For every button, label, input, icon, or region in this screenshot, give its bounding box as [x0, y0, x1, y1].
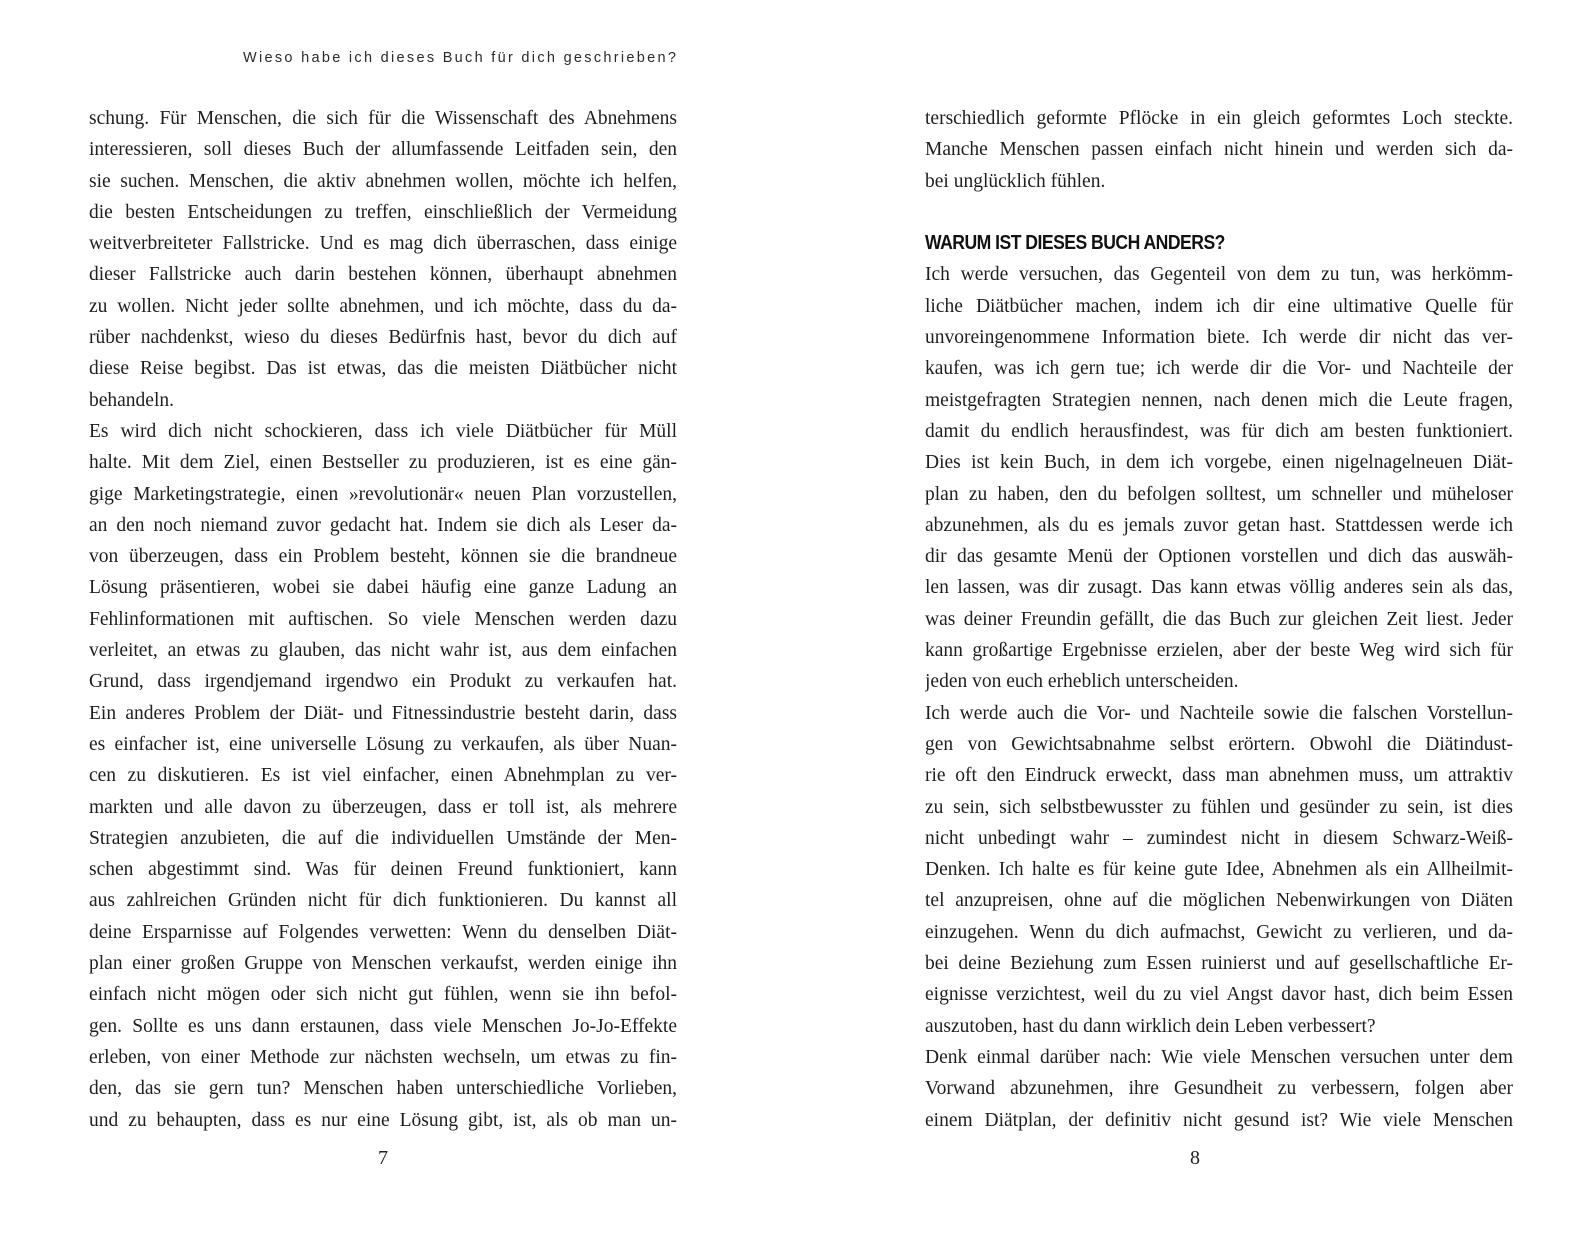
body-line: Denk einmal darüber nach: Wie viele Menschen versuchen unter dem	[925, 1046, 1513, 1068]
running-head: Wieso habe ich dieses Buch für dich geschrieben?	[243, 50, 679, 66]
body-line: plan einer großen Gruppe von Menschen verkaufst, werden einige ihn	[89, 953, 677, 975]
body-line: damit du endlich herausfindest, was für dich am besten funktioniert.	[925, 420, 1513, 442]
body-line: Ein anderes Problem der Diät- und Fitnessindustrie besteht darin, dass	[89, 702, 677, 724]
body-line: len lassen, was dir zusagt. Das kann etwas völlig anderes sein als das,	[925, 577, 1513, 599]
body-line: schung. Für Menschen, die sich für die Wissenschaft des Abnehmens	[89, 108, 677, 129]
body-line: einem Diätplan, der definitiv nicht gesund ist? Wie viele Menschen	[925, 1109, 1513, 1131]
body-line: interessieren, soll dieses Buch der allumfassende Leitfaden sein, den	[89, 139, 677, 161]
body-line: halte. Mit dem Ziel, einen Bestseller zu produzieren, ist es eine gän-	[89, 452, 677, 474]
body-line: liche Diätbücher machen, indem ich dir eine ultimative Quelle für	[925, 295, 1513, 317]
body-line: kaufen, was ich gern tue; ich werde dir die Vor- und Nachteile der	[925, 358, 1513, 380]
body-line: bei unglücklich fühlen.	[925, 170, 1106, 192]
body-line: die besten Entscheidungen zu treffen, einschließlich der Vermeidung	[89, 201, 677, 223]
body-line: dieser Fallstricke auch darin bestehen können, überhaupt abnehmen	[89, 264, 677, 286]
body-line: terschiedlich geformte Pflöcke in ein gleich geformtes Loch steckte.	[925, 108, 1513, 129]
body-line: erleben, von einer Methode zur nächsten wechseln, um etwas zu fin-	[89, 1046, 677, 1068]
body-line: es einfacher ist, eine universelle Lösung zu verkaufen, als über Nuan-	[89, 733, 677, 755]
body-line: einzugehen. Wenn du dich aufmachst, Gewicht zu verlieren, und da-	[925, 921, 1513, 943]
section-spacer	[925, 197, 1513, 228]
body-line: den, das sie gern tun? Menschen haben unterschiedliche Vorlieben,	[89, 1078, 677, 1100]
body-line: jeden von euch erheblich unterscheiden.	[925, 671, 1239, 693]
body-line: gige Marketingstrategie, einen »revolutionär« neuen Plan vorzustellen,	[89, 483, 677, 505]
body-line: Grund, dass irgendjemand irgendwo ein Produkt zu verkaufen hat.	[89, 671, 677, 693]
body-line: diese Reise begibst. Das ist etwas, das die meisten Diätbücher nicht	[89, 358, 677, 380]
body-line: abzunehmen, als du es jemals zuvor getan hast. Stattdessen werde ich	[925, 514, 1513, 536]
body-line: weitverbreiteter Fallstricke. Und es mag dich überraschen, dass einige	[89, 233, 677, 255]
body-line: an den noch niemand zuvor gedacht hat. Indem sie dich als Leser da-	[89, 514, 677, 536]
body-line: Dies ist kein Buch, in dem ich vorgebe, einen nigelnagelneuen Diät-	[925, 452, 1513, 474]
body-line: rie oft den Eindruck erweckt, dass man abnehmen muss, um attraktiv	[925, 765, 1513, 787]
body-line: schen abgestimmt sind. Was für deinen Freund funktioniert, kann	[89, 859, 677, 881]
body-line: Ich werde auch die Vor- und Nachteile sowie die falschen Vorstellun-	[925, 702, 1513, 724]
body-line: verleitet, an etwas zu glauben, das nicht wahr ist, aus dem einfachen	[89, 640, 677, 662]
body-line: auszutoben, hast du dann wirklich dein Leben verbessert?	[925, 1015, 1376, 1037]
body-line: Strategien anzubieten, die auf die individuellen Umstände der Men-	[89, 827, 677, 849]
body-line: Fehlinformationen mit auftischen. So viele Menschen werden dazu	[89, 608, 677, 630]
page-number: 8	[1190, 1147, 1200, 1169]
body-line: Lösung präsentieren, wobei sie dabei häufig eine ganze Ladung an	[89, 577, 677, 599]
right-page-body	[925, 103, 1513, 1136]
body-line: einfach nicht mögen oder sich nicht gut fühlen, wenn sie ihn befol-	[89, 984, 677, 1006]
body-line: Manche Menschen passen einfach nicht hinein und werden sich da-	[925, 139, 1513, 161]
body-line: Ich werde versuchen, das Gegenteil von dem zu tun, was herkömm-	[925, 264, 1513, 286]
body-line: tel anzupreisen, ohne auf die möglichen Nebenwirkungen von Diäten	[925, 890, 1513, 912]
body-line: plan zu haben, den du befolgen solltest, um schneller und müheloser	[925, 483, 1513, 505]
right-page	[797, 0, 1594, 1240]
body-line: gen. Sollte es uns dann erstaunen, dass viele Menschen Jo-Jo-Effekte	[89, 1015, 677, 1037]
body-line: deine Ersparnisse auf Folgendes verwetten: Wenn du denselben Diät-	[89, 921, 677, 943]
body-line: behandeln.	[89, 389, 175, 411]
body-line: zu sein, sich selbstbewusster zu fühlen und gesünder zu sein, ist dies	[925, 796, 1513, 818]
body-line: meistgefragten Strategien nennen, nach denen mich die Leute fragen,	[925, 389, 1513, 411]
body-line: dir das gesamte Menü der Optionen vorstellen und dich das auswäh-	[925, 546, 1513, 568]
body-line: und zu behaupten, dass es nur eine Lösung gibt, ist, als ob man un-	[89, 1109, 677, 1131]
body-line: gen von Gewichtsabnahme selbst erörtern. Obwohl die Diätindust-	[925, 733, 1513, 755]
body-line: Es wird dich nicht schockieren, dass ich viele Diätbücher für Müll	[89, 420, 677, 442]
body-line: markten und alle davon zu überzeugen, dass er toll ist, als mehrere	[89, 796, 677, 818]
body-line: zu wollen. Nicht jeder sollte abnehmen, und ich möchte, dass du da-	[89, 295, 677, 317]
body-line: eignisse verzichtest, weil du zu viel Angst davor hast, dich beim Essen	[925, 984, 1513, 1006]
body-line: nicht unbedingt wahr – zumindest nicht in diesem Schwarz-Weiß-	[925, 827, 1513, 849]
body-line: unvoreingenommene Information biete. Ich werde dir nicht das ver-	[925, 327, 1513, 349]
body-line: was deiner Freundin gefällt, die das Buch zur gleichen Zeit liest. Jeder	[925, 608, 1513, 630]
body-line: Vorwand abzunehmen, ihre Gesundheit zu verbessern, folgen aber	[925, 1078, 1513, 1100]
body-line: Denken. Ich halte es für keine gute Idee, Abnehmen als ein Allheilmit-	[925, 859, 1513, 881]
section-heading: WARUM IST DIESES BUCH ANDERS?	[925, 232, 1225, 255]
body-line: sie suchen. Menschen, die aktiv abnehmen wollen, möchte ich helfen,	[89, 170, 677, 192]
body-line: von überzeugen, dass ein Problem besteht, können sie die brandneue	[89, 546, 677, 568]
body-line: kann großartige Ergebnisse erzielen, aber der beste Weg wird sich für	[925, 640, 1513, 662]
body-line: rüber nachdenkst, wieso du dieses Bedürfnis hast, bevor du dich auf	[89, 327, 677, 349]
left-page-body	[89, 103, 677, 1136]
body-line: bei deine Beziehung zum Essen ruinierst und auf gesellschaftliche Er-	[925, 953, 1513, 975]
page-number: 7	[378, 1147, 388, 1169]
body-line: aus zahlreichen Gründen nicht für dich funktionieren. Du kannst all	[89, 890, 677, 912]
body-line: cen zu diskutieren. Es ist viel einfacher, einen Abnehmplan zu ver-	[89, 765, 677, 787]
